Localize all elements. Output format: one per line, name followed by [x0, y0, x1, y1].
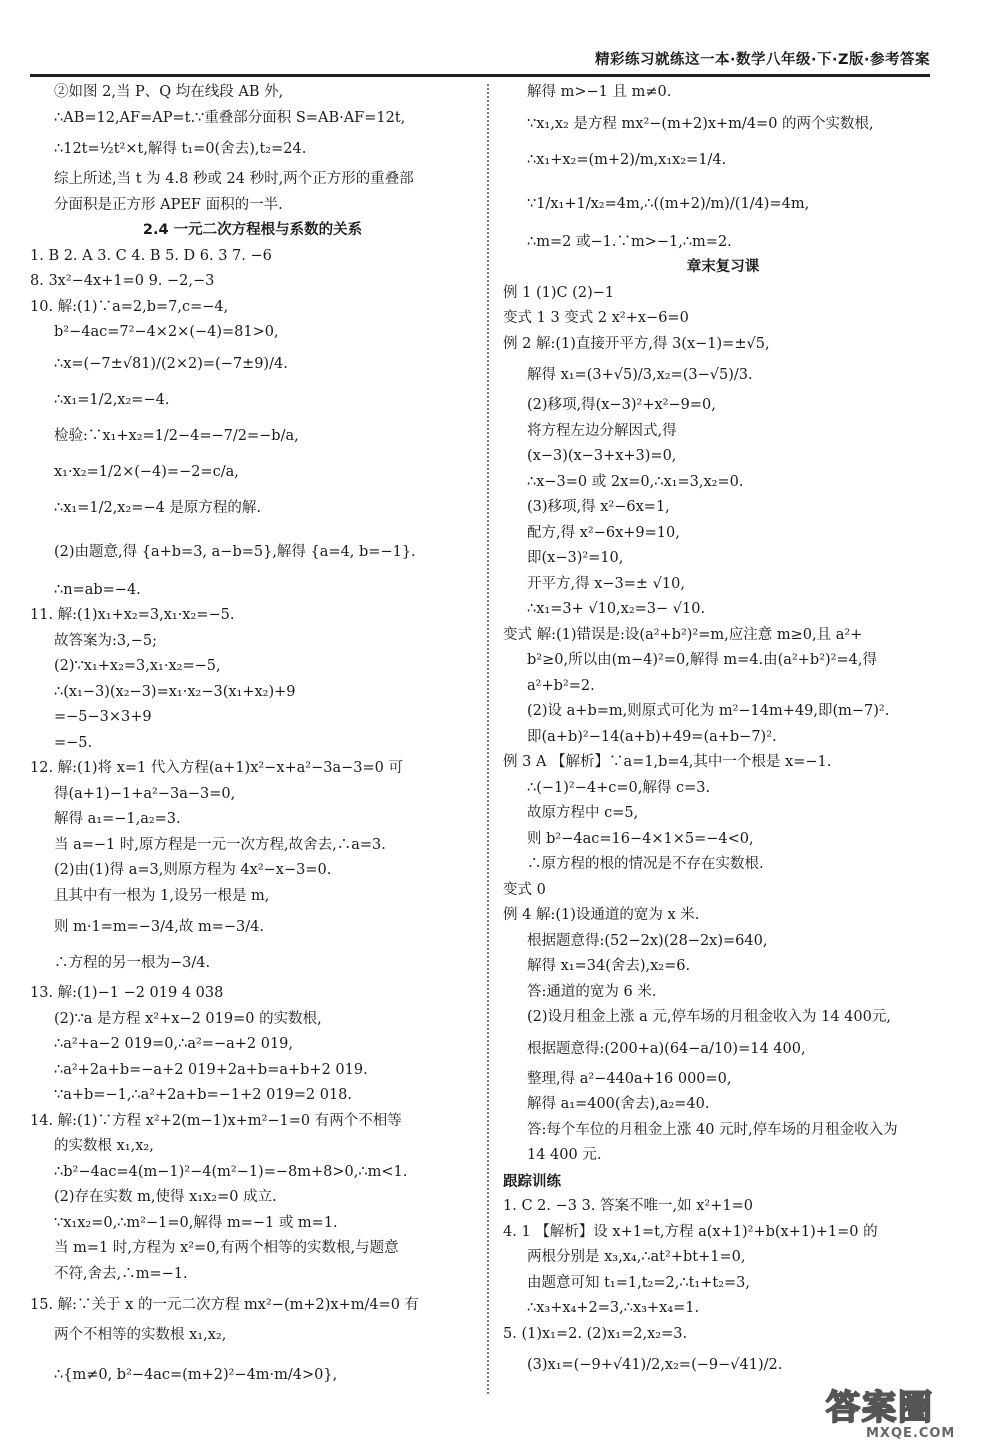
section-heading: 2.4 一元二次方程根与系数的关系	[142, 222, 363, 238]
answer-line: 两个不相等的实数根 x₁,x₂,	[54, 1327, 227, 1343]
right-column	[503, 80, 943, 1383]
page-header	[30, 44, 930, 77]
answer-line: 根据题意得:(200+a)(64−a/10)=14 400,	[527, 1040, 806, 1057]
answer-line: 配方,得 x²−6x+9=10,	[527, 524, 680, 541]
answer-line: ∴x₃+x₄+2=3,∴x₃+x₄=1.	[527, 1300, 700, 1316]
answer-line: ∴x₁=1/2,x₂=−4 是原方程的解.	[54, 499, 262, 516]
watermark-url: MXQE.COM	[866, 1426, 956, 1441]
answer-line: 解得 a₁=400(舍去),a₂=40.	[527, 1096, 710, 1112]
header-title: 精彩练习就练这一本·数学八年级·下·Z版·参考答案	[594, 52, 930, 68]
answer-line: ∵a+b=−1,∴a²+2a+b=−1+2 019=2 018.	[54, 1087, 353, 1103]
answer-line: ∴方程的另一根为−3/4.	[54, 955, 211, 971]
answer-line: 答:每个车位的月租金上涨 40 元时,停车场的月租金收入为	[527, 1121, 898, 1138]
answer-line: 15. 解:∵关于 x 的一元二次方程 mx²−(m+2)x+m/4=0 有	[30, 1297, 420, 1313]
answer-line: 不符,舍去,∴m=−1.	[54, 1265, 188, 1282]
answer-line: 则 m·1=m=−3/4,故 m=−3/4.	[54, 919, 264, 935]
answer-line: 例 4 解:(1)设通道的宽为 x 米.	[503, 907, 700, 923]
answer-line: (2)∵x₁+x₂=3,x₁·x₂=−5,	[54, 658, 221, 674]
answer-line: (2)由题意,得 {a+b=3, a−b=5},解得 {a=4, b=−1}.	[54, 543, 416, 560]
answer-line: 得(a+1)−1+a²−3a−3=0,	[54, 785, 236, 802]
answer-line: 解得 m>−1 且 m≠0.	[527, 84, 672, 100]
answer-line: 1. C 2. −3 3. 答案不唯一,如 x²+1=0	[503, 1198, 753, 1214]
section-heading: 章末复习课	[686, 259, 760, 275]
answer-line: ∴n=ab=−4.	[54, 581, 141, 598]
answer-line: 分面积是正方形 APEF 面积的一半.	[54, 196, 283, 213]
answer-line: ∵1/x₁+1/x₂=4m,∴((m+2)/m)/(1/4)=4m,	[527, 195, 810, 212]
answer-line: ∴x₁=1/2,x₂=−4.	[54, 391, 170, 408]
answer-line: 整理,得 a²−440a+16 000=0,	[527, 1070, 732, 1087]
answer-line: (2)由(1)得 a=3,则原方程为 4x²−x−3=0.	[54, 862, 332, 878]
answer-line: ∴b²−4ac=4(m−1)²−4(m²−1)=−8m+8>0,∴m<1.	[54, 1163, 408, 1180]
answer-line: 将方程左边分解因式,得	[527, 422, 677, 439]
answer-line: 13. 解:(1)−1 −2 019 4 038	[30, 985, 224, 1001]
answer-line: 14. 解:(1)∵方程 x²+2(m−1)x+m²−1=0 有两个不相等	[30, 1112, 402, 1129]
answer-line: 变式 解:(1)错误是:设(a²+b²)²=m,应注意 m≥0,且 a²+	[503, 626, 863, 643]
answer-line: 解得 x₁=(3+√5)/3,x₂=(3−√5)/3.	[527, 367, 753, 383]
answer-line: 根据题意得:(52−2x)(28−2x)=640,	[527, 932, 768, 949]
answer-line: ∴12t=½t²×t,解得 t₁=0(舍去),t₂=24.	[54, 141, 307, 157]
answer-line: ∴x₁=3+ √10,x₂=3− √10.	[527, 601, 706, 617]
answer-line: ∴{m≠0, b²−4ac=(m+2)²−4m·m/4>0},	[54, 1366, 338, 1383]
answer-line: b²−4ac=7²−4×2×(−4)=81>0,	[54, 324, 279, 340]
answer-line: 当 a=−1 时,原方程是一元一次方程,故舍去,∴a=3.	[54, 836, 386, 853]
answer-line: ∵x₁x₂=0,∴m²−1=0,解得 m=−1 或 m=1.	[54, 1214, 338, 1231]
answer-line: 故原方程中 c=5,	[527, 805, 639, 821]
answer-line: ∴m=2 或−1.∵m>−1,∴m=2.	[527, 233, 732, 250]
answer-line: 14 400 元.	[527, 1147, 602, 1163]
answer-line: ②如图 2,当 P、Q 均在线段 AB 外,	[54, 84, 284, 100]
answer-line: (2)设 a+b=m,则原式可化为 m²−14m+49,即(m−7)².	[527, 703, 890, 719]
answer-line: 例 2 解:(1)直接开平方,得 3(x−1)=±√5,	[503, 335, 770, 352]
answer-line: 解得 x₁=34(舍去),x₂=6.	[527, 958, 691, 974]
answer-line: 由题意可知 t₁=1,t₂=2,∴t₁+t₂=3,	[527, 1274, 750, 1291]
answer-line: 开平方,得 x−3=± √10,	[527, 575, 685, 592]
answer-line: ∴x=(−7±√81)/(2×2)=(−7±9)/4.	[54, 355, 288, 372]
watermark-text: 答案圈	[826, 1388, 934, 1428]
answer-line: 变式 0	[503, 881, 546, 898]
answer-line: a²+b²=2.	[527, 677, 595, 694]
answer-line: 且其中有一根为 1,设另一根是 m,	[54, 887, 270, 904]
answer-line: ∵x₁,x₂ 是方程 mx²−(m+2)x+m/4=0 的两个实数根,	[527, 115, 874, 132]
answer-line: 8. 3x²−4x+1=0 9. −2,−3	[30, 273, 215, 289]
answer-line: 4. 1 【解析】设 x+1=t,方程 a(x+1)²+b(x+1)+1=0 的	[503, 1223, 878, 1240]
answer-line: =−5.	[54, 734, 93, 751]
answer-line: ∴原方程的根的情况是不存在实数根.	[527, 856, 764, 872]
answer-line: (x−3)(x−3+x+3)=0,	[527, 448, 677, 464]
answer-line: (2)∵a 是方程 x²+x−2 019=0 的实数根,	[54, 1010, 322, 1027]
answer-line: 变式 1 3 变式 2 x²+x−6=0	[503, 310, 689, 326]
answer-line: 跟踪训练	[503, 1172, 561, 1190]
answer-line: ∴x−3=0 或 2x=0,∴x₁=3,x₂=0.	[527, 473, 744, 490]
left-column	[30, 80, 475, 1401]
answer-line: ∴AB=12,AF=AP=t.∵重叠部分面积 S=AB·AF=12t,	[54, 109, 406, 126]
answer-line: 两根分别是 x₃,x₄,∴at²+bt+1=0,	[527, 1249, 746, 1265]
answer-line: ∴a²+2a+b=−a+2 019+2a+b=a+b+2 019.	[54, 1061, 368, 1078]
answer-line: ∴x₁+x₂=(m+2)/m,x₁x₂=1/4.	[527, 151, 727, 168]
watermark-logo	[826, 1390, 986, 1446]
answer-line: ∴(−1)²−4+c=0,解得 c=3.	[527, 779, 711, 796]
answer-line: 即(x−3)²=10,	[527, 550, 624, 566]
answer-line: 答:通道的宽为 6 米.	[527, 983, 657, 1000]
answer-line: 当 m=1 时,方程为 x²=0,有两个相等的实数根,与题意	[54, 1240, 399, 1256]
answer-line: 11. 解:(1)x₁+x₂=3,x₁·x₂=−5.	[30, 607, 235, 623]
answer-line: 例 1 (1)C (2)−1	[503, 284, 615, 301]
answer-line: 故答案为:3,−5;	[54, 632, 157, 649]
answer-line: 10. 解:(1)∵a=2,b=7,c=−4,	[30, 298, 229, 315]
answer-line: ∴(x₁−3)(x₂−3)=x₁·x₂−3(x₁+x₂)+9	[54, 683, 296, 700]
answer-line: (2)存在实数 m,使得 x₁x₂=0 成立.	[54, 1189, 277, 1205]
answer-line: (3)移项,得 x²−6x=1,	[527, 499, 670, 515]
answer-line: 检验:∵x₁+x₂=1/2−4=−7/2=−b/a,	[54, 427, 299, 444]
answer-line: x₁·x₂=1/2×(−4)=−2=c/a,	[54, 463, 239, 480]
answer-line: (2)设月租金上涨 a 元,停车场的月租金收入为 14 400元,	[527, 1009, 891, 1025]
answer-line: 综上所述,当 t 为 4.8 秒或 24 秒时,两个正方形的重叠部	[54, 171, 414, 187]
answer-line: (2)移项,得(x−3)²+x²−9=0,	[527, 397, 716, 413]
answer-line: 解得 a₁=−1,a₂=3.	[54, 811, 181, 827]
answer-line: 例 3 A 【解析】∵a=1,b=4,其中一个根是 x=−1.	[503, 754, 832, 770]
answer-line: =−5−3×3+9	[54, 709, 152, 725]
answer-line: 则 b²−4ac=16−4×1×5=−4<0,	[527, 830, 754, 847]
answer-line: 的实数根 x₁,x₂,	[54, 1138, 154, 1154]
answer-line: 即(a+b)²−14(a+b)+49=(a+b−7)².	[527, 728, 777, 745]
answer-line: ∴a²+a−2 019=0,∴a²=−a+2 019,	[54, 1036, 294, 1052]
column-divider	[487, 84, 489, 1394]
answer-line: (3)x₁=(−9+√41)/2,x₂=(−9−√41)/2.	[527, 1357, 783, 1373]
answer-line: 12. 解:(1)将 x=1 代入方程(a+1)x²−x+a²−3a−3=0 可	[30, 760, 403, 776]
answer-line: b²≥0,所以由(m−4)²=0,解得 m=4.由(a²+b²)²=4,得	[527, 652, 877, 668]
answer-line: 1. B 2. A 3. C 4. B 5. D 6. 3 7. −6	[30, 247, 272, 264]
answer-line: 5. (1)x₁=2. (2)x₁=2,x₂=3.	[503, 1325, 688, 1342]
